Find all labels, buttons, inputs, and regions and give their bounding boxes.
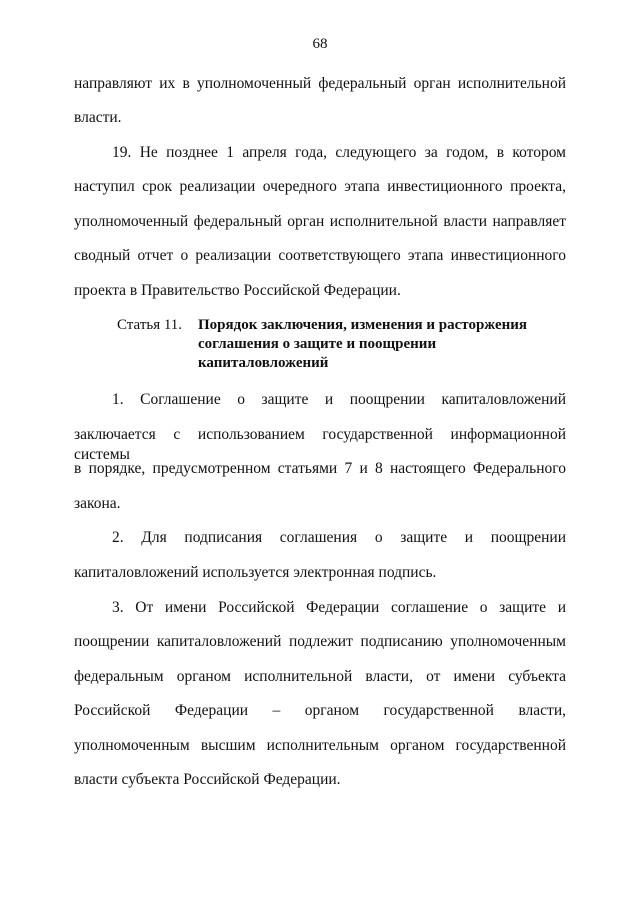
article-title xyxy=(198,316,578,373)
text-line: сводный отчет о реализации соответствующего этапа инвестиционного xyxy=(74,247,566,264)
text-line: 19. Не позднее 1 апреля года, следующего за годом, в котором xyxy=(112,144,566,161)
text-line: проекта в Правительство Российской Федерации. xyxy=(74,282,401,299)
article-label: Статья 11. xyxy=(117,317,183,333)
text-line: уполномоченным высшим исполнительным органом государственной xyxy=(74,737,566,754)
text-line: 3. От имени Российской Федерации соглашение о защите и xyxy=(112,599,566,616)
page-number: 68 xyxy=(312,36,328,52)
article-title-line: соглашения о защите и поощрении xyxy=(198,336,437,352)
text-line: 1. Соглашение о защите и поощрении капиталовложений xyxy=(112,391,566,408)
text-line: уполномоченный федеральный орган исполнительной власти направляет xyxy=(74,213,566,230)
text-line: капиталовложений используется электронная подпись. xyxy=(74,564,437,581)
text-line: поощрении капиталовложений подлежит подписанию уполномоченным xyxy=(74,633,566,650)
text-line: направляют их в уполномоченный федеральный орган исполнительной xyxy=(74,75,566,92)
article-title-line: Порядок заключения, изменения и расторжения xyxy=(198,317,528,333)
text-line: Российской Федерации – органом государственной власти, xyxy=(74,702,566,719)
text-line: федеральным органом исполнительной власти, от имени субъекта xyxy=(74,668,566,685)
text-line: 2. Для подписания соглашения о защите и поощрении xyxy=(112,529,566,546)
text-line: заключается с использованием государственной информационной системы xyxy=(74,426,566,463)
text-line: власти. xyxy=(74,109,122,126)
article-title-line: капиталовложений xyxy=(198,355,329,371)
text-line: власти субъекта Российской Федерации. xyxy=(74,771,341,788)
text-line: закона. xyxy=(74,495,121,512)
text-line: в порядке, предусмотренном статьями 7 и 8 настоящего Федерального xyxy=(74,460,566,477)
text-line: наступил срок реализации очередного этапа инвестиционного проекта, xyxy=(74,178,566,195)
